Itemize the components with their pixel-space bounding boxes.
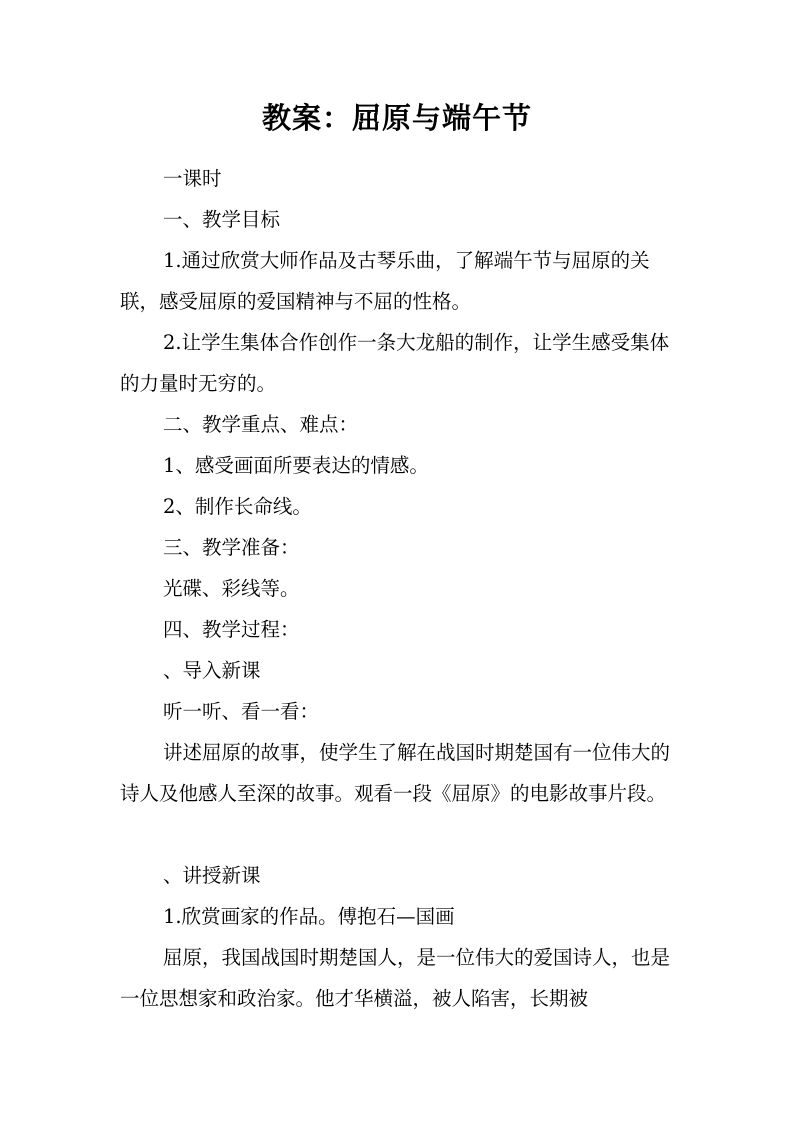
paragraph-lesson-count: 一课时	[163, 167, 222, 190]
heading-process: 四、教学过程：	[163, 618, 300, 641]
paragraph-key-point-1: 1、感受画面所要表达的情感。	[163, 454, 429, 477]
paragraph-goal-2: 2.让学生集体合作创作一条大龙船的制作，让学生感受集体的力量时无穷的。	[120, 331, 670, 395]
heading-preparation: 三、教学准备：	[163, 536, 300, 559]
paragraph-story: 讲述屈原的故事，使学生了解在战国时期楚国有一位伟大的诗人及他感人至深的故事。观看一段《屈原》的电影故事片段。	[120, 741, 671, 805]
paragraph-listen-watch: 听一听、看一看：	[163, 700, 320, 723]
paragraph-quyuan-bio: 屈原，我国战国时期楚国人，是一位伟大的爱国诗人，也是一位思想家和政治家。他才华横溢，被人陷害，长期被	[120, 946, 671, 1010]
paragraph-artwork: 1.欣赏画家的作品。傅抱石—国画	[163, 905, 455, 928]
heading-new-lesson: 、讲授新课	[163, 864, 261, 887]
heading-key-points: 二、教学重点、难点：	[163, 413, 359, 436]
heading-teaching-goals: 一、教学目标	[163, 208, 281, 231]
paragraph-materials: 光碟、彩线等。	[163, 577, 300, 600]
paragraph-key-point-2: 2、制作长命线。	[163, 495, 312, 518]
page-title: 教案：屈原与端午节	[261, 101, 532, 135]
paragraph-goal-1: 1.通过欣赏大师作品及古琴乐曲，了解端午节与屈原的关联，感受屈原的爱国精神与不屈的性格。	[120, 249, 650, 313]
heading-intro: 、导入新课	[163, 659, 261, 682]
